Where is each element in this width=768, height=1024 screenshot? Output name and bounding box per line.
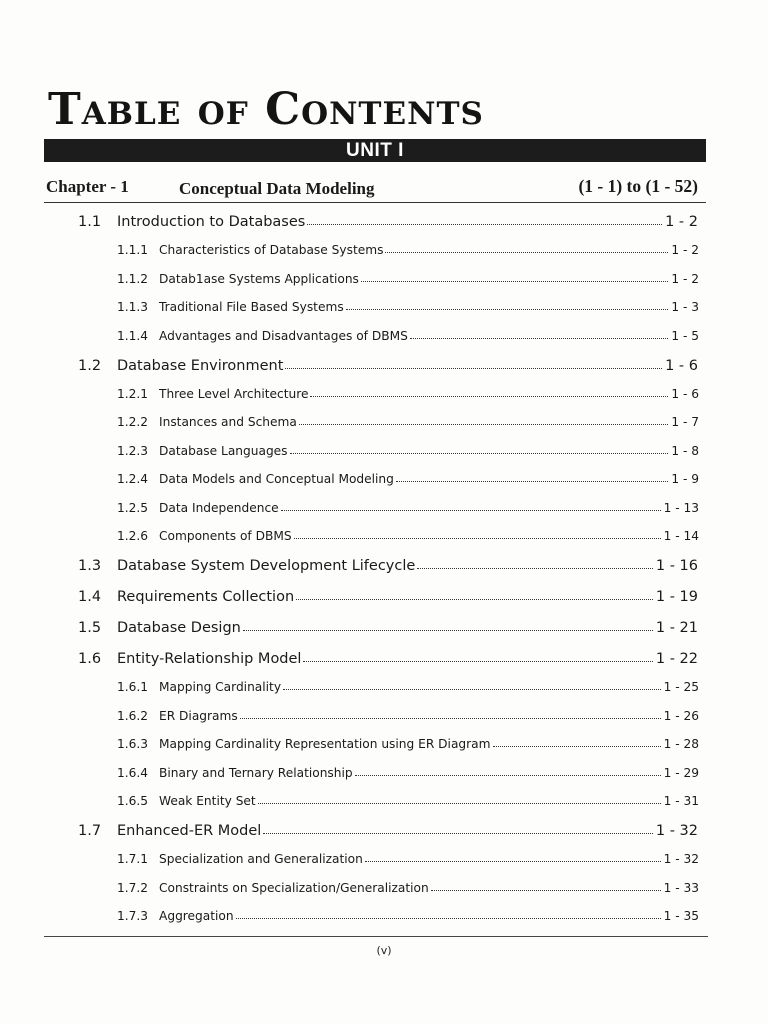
toc-entry-page: 1 - 32 [655, 823, 698, 839]
dot-leader [410, 331, 669, 339]
toc-entry [78, 651, 698, 667]
toc-entry-page: 1 - 33 [663, 880, 699, 895]
dot-leader [365, 854, 661, 862]
dot-leader [493, 739, 661, 747]
chapter-title: Conceptual Data Modeling [179, 179, 375, 198]
toc-entry-page: 1 - 26 [663, 708, 699, 723]
toc-entry [117, 794, 699, 808]
toc-entry [117, 415, 699, 429]
toc-entry-number: 1.1.2 [117, 271, 149, 286]
dot-leader [240, 711, 661, 719]
dot-leader [290, 446, 669, 454]
dot-leader [263, 825, 653, 835]
toc-entry [117, 680, 699, 694]
toc-entry [117, 243, 699, 257]
toc-entry-number: 1.4 [78, 589, 102, 605]
toc-entry-number: 1.1.1 [117, 243, 149, 257]
toc-entry-title: Mapping Cardinality [159, 680, 282, 694]
toc-entry [117, 472, 699, 486]
toc-entry [117, 272, 699, 286]
toc-entry-title: Advantages and Disadvantages of DBMS [159, 328, 408, 343]
toc-entry [117, 529, 699, 543]
toc-entry-title: Binary and Ternary Relationship [159, 765, 353, 780]
page-number: (v) [376, 944, 392, 957]
toc-entry-title: Specialization and Generalization [159, 852, 363, 866]
toc-entry-title: Three Level Architecture [159, 386, 309, 401]
toc-entry-number: 1.1.3 [117, 300, 149, 314]
dot-leader [361, 274, 668, 282]
toc-entry [117, 387, 699, 401]
dot-leader [236, 911, 661, 919]
unit-banner [44, 139, 706, 162]
toc-entry-title: Traditional File Based Systems [159, 300, 344, 314]
toc-entry-page: 1 - 7 [671, 415, 699, 429]
toc-entry-number: 1.5 [78, 620, 102, 636]
toc-entry-page: 1 - 2 [665, 214, 698, 230]
toc-entry-title: Weak Entity Set [159, 794, 256, 808]
chapter-number: Chapter - 1 [46, 177, 129, 196]
toc-entry [117, 444, 699, 458]
chapter-page-range: (1 - 1) to (1 - 52) [578, 176, 698, 196]
dot-leader [243, 622, 653, 632]
toc-entry-title: Constraints on Specialization/Generalization [159, 880, 429, 895]
dot-leader [299, 417, 668, 425]
toc-entry-page: 1 - 3 [671, 300, 699, 314]
toc-entry-title: Database Languages [159, 443, 288, 458]
toc-entry-title: Mapping Cardinality Representation using ER Diagram [159, 737, 491, 751]
toc-entry-page: 1 - 13 [663, 500, 699, 515]
toc-entry-page: 1 - 5 [671, 328, 699, 343]
toc-entry-number: 1.6.2 [117, 708, 149, 723]
toc-entry-number: 1.6.5 [117, 794, 149, 808]
toc-entry [78, 620, 698, 636]
toc-entry-title: Database Design [117, 620, 241, 636]
toc-entry-number: 1.6.1 [117, 680, 149, 694]
toc-entry-title: Database System Development Lifecycle [117, 558, 416, 574]
toc-entry [117, 737, 699, 751]
toc-entry-number: 1.2 [78, 357, 102, 374]
dot-leader [355, 768, 661, 776]
toc-entry-title: Characteristics of Database Systems [159, 243, 384, 257]
toc-entry-number: 1.2.4 [117, 472, 149, 486]
toc-entry-number: 1.6 [78, 651, 102, 667]
toc-entry-title: Enhanced-ER Model [117, 823, 262, 839]
toc-entry-page: 1 - 2 [671, 271, 699, 286]
toc-entry-page: 1 - 14 [663, 529, 699, 543]
toc-entry-page: 1 - 25 [663, 680, 699, 694]
toc-entry [117, 501, 699, 515]
chapter-divider [44, 202, 706, 203]
toc-entry-title: Data Models and Conceptual Modeling [159, 472, 394, 486]
dot-leader [417, 560, 653, 570]
dot-leader [396, 474, 668, 482]
toc-entry-page: 1 - 22 [655, 651, 698, 667]
dot-leader [431, 883, 661, 891]
toc-entry-page: 1 - 9 [671, 472, 699, 486]
toc-entry-title: Aggregation [159, 909, 234, 923]
unit-label: UNIT I [346, 140, 404, 161]
dot-leader [258, 796, 661, 804]
toc-entry-title: ER Diagrams [159, 708, 238, 723]
toc-entry-page: 1 - 35 [663, 909, 699, 923]
toc-entry-page: 1 - 28 [663, 737, 699, 751]
dot-leader [307, 216, 662, 226]
toc-entry [117, 852, 699, 866]
toc-entry-page: 1 - 16 [655, 558, 698, 574]
toc-entry-number: 1.7.2 [117, 880, 149, 895]
dot-leader [281, 503, 661, 511]
page-title: Table of Contents [48, 84, 484, 135]
toc-entry [117, 909, 699, 923]
toc-entry-number: 1.7.1 [117, 852, 149, 866]
dot-leader [296, 591, 653, 601]
toc-entry-title: Data Independence [159, 500, 279, 515]
toc-entry [78, 589, 698, 605]
toc-entry-number: 1.6.3 [117, 737, 149, 751]
dot-leader [385, 245, 668, 253]
dot-leader [294, 531, 661, 539]
toc-entry-page: 1 - 29 [663, 765, 699, 780]
chapter-heading [44, 175, 706, 201]
toc-entry-page: 1 - 21 [655, 620, 698, 636]
toc-entry-number: 1.7 [78, 823, 102, 839]
dot-leader [285, 359, 662, 369]
dot-leader [346, 302, 669, 310]
toc-entry-title: Components of DBMS [159, 529, 292, 543]
toc-entry-number: 1.1 [78, 214, 102, 230]
toc-entry-title: Requirements Collection [117, 589, 295, 605]
toc-entry [78, 214, 698, 230]
toc-entry [78, 358, 698, 374]
toc-entry [117, 300, 699, 314]
toc-entry-page: 1 - 2 [671, 243, 699, 257]
toc-entry-page: 1 - 19 [655, 589, 698, 605]
toc-entry-number: 1.6.4 [117, 765, 149, 780]
toc-entry-title: Instances and Schema [159, 415, 297, 429]
toc-entry [78, 823, 698, 839]
toc-entry-title: Entity-Relationship Model [117, 651, 302, 667]
dot-leader [283, 682, 661, 690]
toc-entry-page: 1 - 32 [663, 852, 699, 866]
toc-entry [117, 329, 699, 343]
toc-entry [78, 558, 698, 574]
toc-entry-title: Datab1ase Systems Applications [159, 271, 359, 286]
toc-entry-number: 1.3 [78, 558, 102, 574]
toc-entry-number: 1.2.6 [117, 529, 149, 543]
toc-entry-number: 1.2.2 [117, 415, 149, 429]
footer-divider [44, 936, 708, 937]
toc-entry-page: 1 - 8 [671, 443, 699, 458]
toc-entry-page: 1 - 31 [663, 794, 699, 808]
toc-entry-number: 1.1.4 [117, 328, 149, 343]
toc-entry-page: 1 - 6 [671, 386, 699, 401]
toc-entry [117, 881, 699, 895]
dot-leader [303, 653, 652, 663]
dot-leader [310, 389, 668, 397]
toc-entry-number: 1.2.5 [117, 500, 149, 515]
toc-entry-page: 1 - 6 [665, 357, 698, 374]
toc-entry-number: 1.2.1 [117, 386, 149, 401]
toc-entry [117, 766, 699, 780]
toc-entry [117, 709, 699, 723]
toc-entry-title: Introduction to Databases [117, 214, 306, 230]
toc-entry-number: 1.7.3 [117, 909, 149, 923]
toc-entry-number: 1.2.3 [117, 443, 149, 458]
toc-entry-title: Database Environment [117, 357, 284, 374]
